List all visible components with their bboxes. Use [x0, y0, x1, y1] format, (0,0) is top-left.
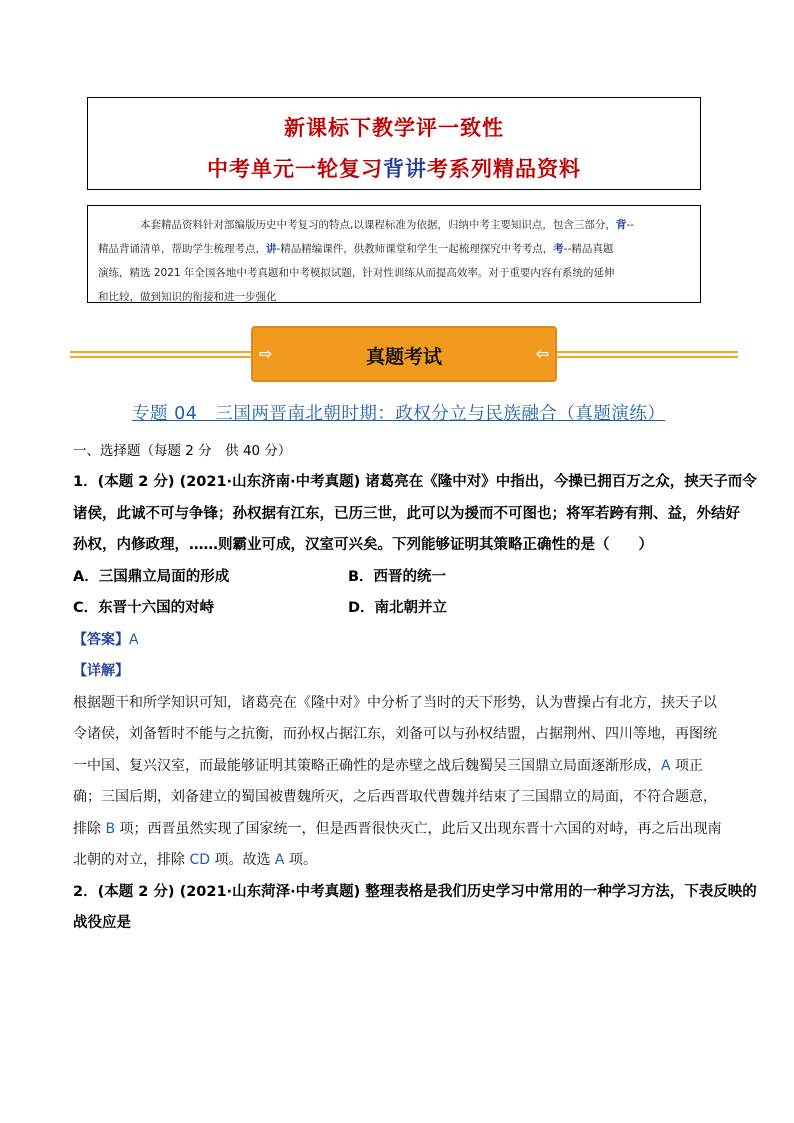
answer-value: A [129, 632, 139, 648]
question-2-line-2: 战役应是 [73, 915, 131, 931]
intro-line-1: 本套精品资料针对部编版历史中考复习的特点,以课程标准为依据，归纳中考主要知识点，包含三部分，背-- [140, 219, 634, 231]
section-banner [251, 326, 557, 382]
option-a: A．三国鼎立局面的形成 [73, 569, 230, 585]
detail-label: 【详解】 [73, 663, 129, 679]
series-title-line1: 新课标下教学评一致性 [284, 115, 504, 140]
intro-jiang: 讲 [266, 243, 277, 255]
series-title-part-d: 系列精品资料 [449, 156, 581, 181]
intro-kao: 考 [553, 243, 564, 255]
detail-line-6: 北朝的对立，排除 CD 项。故选 A 项。 [73, 852, 317, 868]
banner-title: 真题考试 [365, 346, 442, 368]
answer-row [73, 625, 723, 656]
title-box [87, 97, 701, 190]
detail-line-4: 确；三国后期，刘备建立的蜀国被曹魏所灭，之后西晋取代曹魏并结束了三国鼎立的局面，不符合题意， [73, 789, 717, 805]
series-title-line2 [88, 153, 700, 183]
answer-label: 【答案】 [73, 632, 129, 648]
option-b: B．西晋的统一 [348, 569, 447, 585]
left-arrow-icon: ⇦ [535, 344, 549, 363]
intro-bei: 背 [615, 219, 627, 231]
option-c: C．东晋十六国的对峙 [73, 600, 215, 616]
question-1-line-2: 诸侯，此诚不可与争锋；孙权据有江东，已历三世，此可以为援而不可图也；将军若跨有荆、益，外结好 [73, 506, 740, 522]
detail-row [73, 656, 723, 687]
intro-line-2: 精品背诵清单，帮助学生梳理考点，讲-精品精编课件，供教师课堂和学生一起梳理探究中考考点，考--精品真题 [98, 243, 614, 255]
intro-box [87, 205, 701, 303]
right-arrow-icon: ⇨ [259, 344, 273, 363]
topic-title: 专题 04 三国两晋南北朝时期：政权分立与民族融合（真题演练） [132, 404, 666, 424]
detail-line-2: 令诸侯，刘备暂时不能与之抗衡，而孙权占据江东，刘备可以与孙权结盟，占据荆州、四川等地，再图统 [73, 726, 717, 742]
detail-line-3: 一中国、复兴汉室，而最能够证明其策略正确性的是赤壁之战后魏蜀吴三国鼎立局面逐渐形成，A 项正 [73, 758, 704, 774]
detail-line-1: 根据题干和所学知识可知，诸葛亮在《隆中对》中分析了当时的天下形势，认为曹操占有北方，挟天子以 [73, 695, 717, 711]
question-2-line-1: 2．(本题 2 分) (2021·山东菏泽·中考真题) 整理表格是我们历史学习中常用的一种学习方法，下表反映的 [73, 884, 757, 900]
detail-line-5: 排除 B 项；西晋虽然实现了国家统一，但是西晋很快灭亡，此后又出现东晋十六国的对峙，再之后出现南 [73, 821, 722, 837]
series-title-part-b: 背讲 [383, 156, 427, 181]
question-1-line-3: 孙权，内修政理，……则霸业可成，汉室可兴矣。下列能够证明其策略正确性的是（ ） [73, 537, 653, 553]
option-d: D．南北朝并立 [348, 600, 448, 616]
intro-line-3: 演练，精选 2021 年全国各地中考真题和中考模拟试题，针对性训练从而提高效率。对于重要内容有系统的延伸 [98, 267, 615, 279]
series-title-part-c: 考 [427, 156, 449, 181]
section-heading: 一、选择题（每题 2 分 供 40 分） [73, 443, 292, 459]
series-title-part-a: 中考单元一轮复习 [207, 156, 383, 181]
intro-line-4: 和比较，做到知识的衔接和进一步强化 [98, 291, 277, 303]
question-1-line-1: 1．(本题 2 分) (2021·山东济南·中考真题) 诸葛亮在《隆中对》中指出，今操已拥百万之众，挟天子而令 [73, 474, 757, 490]
